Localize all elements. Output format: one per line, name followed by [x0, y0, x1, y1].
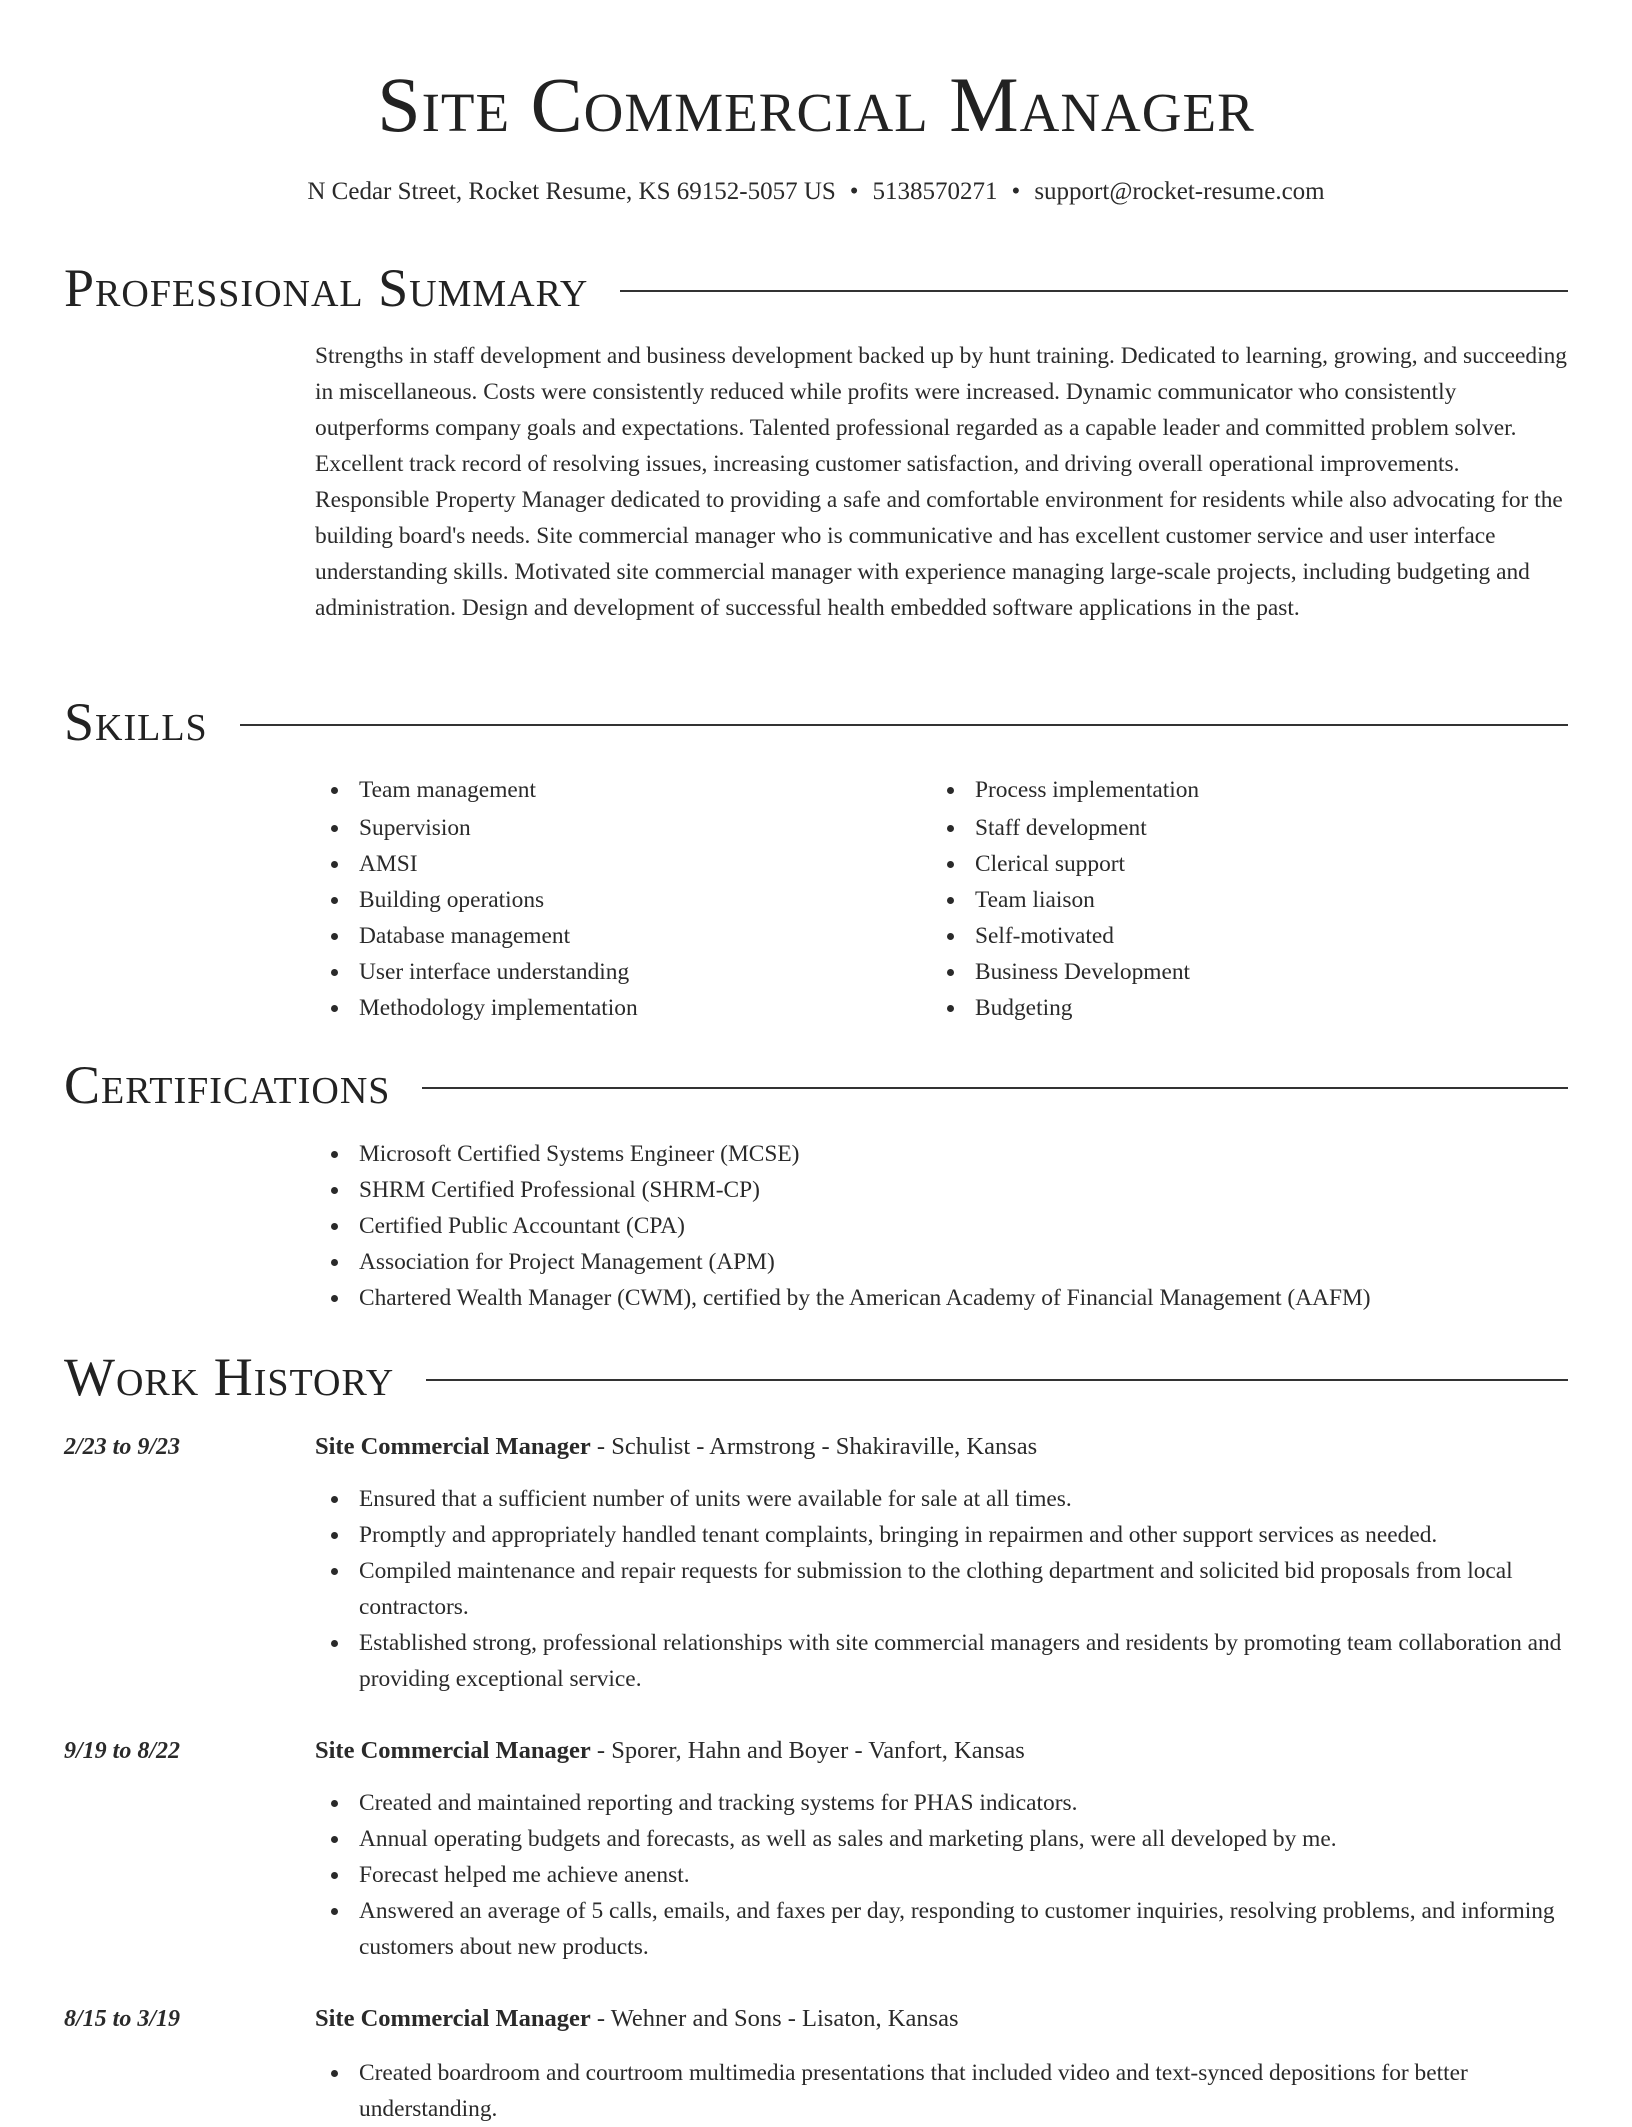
certifications-block: [315, 1136, 1570, 1316]
skill-item: Supervision: [359, 810, 915, 846]
skill-item: AMSI: [359, 846, 915, 882]
certification-item: Certified Public Accountant (CPA): [359, 1208, 1570, 1244]
skill-item: Budgeting: [975, 990, 1531, 1026]
job-duty-item: Compiled maintenance and repair requests for submission to the clothing department and solicited bid proposals from local contractors.: [359, 1553, 1570, 1625]
section-title-summary: Professional Summary: [64, 258, 589, 318]
job-duty-item: Forecast helped me achieve anenst.: [359, 1857, 1570, 1893]
job-dates: 9/19 to 8/22: [64, 1738, 181, 1764]
job-heading: [315, 2001, 1570, 2037]
section-header-summary: [64, 258, 1568, 318]
section-title-certifications: Certifications: [64, 1055, 391, 1115]
section-header-certifications: [64, 1055, 1568, 1115]
skills-list-left: [315, 772, 915, 1026]
job-duty-item: Ensured that a sufficient number of units were available for sale at all times.: [359, 1481, 1570, 1517]
skills-column-right: [931, 772, 1531, 1026]
certifications-list: [315, 1136, 1570, 1316]
skill-item: Database management: [359, 918, 915, 954]
job-title: Site Commercial Manager: [315, 1737, 591, 1764]
job-heading: [315, 1429, 1570, 1465]
job-duties-list: [315, 1785, 1570, 1965]
job-duty-item: Created boardroom and courtroom multimedia presentations that included video and text-synced depositions for better understanding.: [359, 2055, 1570, 2127]
skills-list-right: [931, 772, 1531, 1026]
job-duty-item: Answered an average of 5 calls, emails, and faxes per day, responding to customer inquiries, resolving problems, and informing customers about new products.: [359, 1893, 1570, 1965]
skill-item: Building operations: [359, 882, 915, 918]
section-header-skills: [64, 692, 1568, 752]
job-duty-item: Annual operating budgets and forecasts, as well as sales and marketing plans, were all developed by me.: [359, 1821, 1570, 1857]
job-duty-item: Established strong, professional relationships with site commercial managers and residents by promoting team collaboration and providing exceptional service.: [359, 1625, 1570, 1697]
section-divider: [620, 290, 1568, 292]
job-employer: - Sporer, Hahn and Boyer - Vanfort, Kansas: [590, 1737, 1025, 1764]
job-dates: 8/15 to 3/19: [64, 2006, 181, 2032]
section-title-skills: Skills: [64, 692, 208, 752]
section-divider: [422, 1087, 1568, 1089]
skill-item: User interface understanding: [359, 954, 915, 990]
job-duties: [315, 1481, 1570, 1697]
certification-item: Chartered Wealth Manager (CWM), certified by the American Academy of Financial Management (AAFM): [359, 1280, 1570, 1316]
job-employer: - Wehner and Sons - Lisaton, Kansas: [590, 2005, 959, 2032]
job-duty-item: Promptly and appropriately handled tenant complaints, bringing in repairmen and other support services as needed.: [359, 1517, 1570, 1553]
job-dates: 2/23 to 9/23: [64, 1434, 181, 1460]
job-title: Site Commercial Manager: [315, 1433, 591, 1460]
job-duties-list: [315, 1481, 1570, 1697]
skills-column-left: [315, 772, 915, 1026]
contact-phone: 5138570271: [872, 178, 998, 205]
resume-name: Site Commercial Manager: [377, 61, 1255, 148]
section-header-work-history: [64, 1347, 1568, 1407]
skill-item: Staff development: [975, 810, 1531, 846]
skill-item: Methodology implementation: [359, 990, 915, 1026]
certification-item: Association for Project Management (APM): [359, 1244, 1570, 1280]
contact-email: support@rocket-resume.com: [1034, 178, 1325, 205]
job-duties: [315, 2055, 1570, 2127]
skill-item: Business Development: [975, 954, 1531, 990]
certification-item: Microsoft Certified Systems Engineer (MCSE): [359, 1136, 1570, 1172]
section-divider: [426, 1379, 1568, 1381]
contact-separator: •: [849, 178, 859, 205]
section-divider: [240, 724, 1568, 726]
job-title: Site Commercial Manager: [315, 2005, 591, 2032]
skill-item: Team management: [359, 772, 915, 808]
skill-item: Self-motivated: [975, 918, 1531, 954]
job-duties-list: [315, 2055, 1570, 2127]
certification-item: SHRM Certified Professional (SHRM-CP): [359, 1172, 1570, 1208]
skill-item: Team liaison: [975, 882, 1531, 918]
contact-address: N Cedar Street, Rocket Resume, KS 69152-5057 US: [307, 178, 836, 205]
job-employer: - Schulist - Armstrong - Shakiraville, Kansas: [590, 1433, 1038, 1460]
summary-text: Strengths in staff development and business development backed up by hunt training. Dedicated to learning, growing, and succeeding in miscellaneous. Costs were consistently reduced while profits were increased. Dynamic communicator who consistently outperforms company goals and expectations. Talented professional regarded as a capable leader and committed problem solver. Excellent track record of resolving issues, increasing customer satisfaction, and driving overall operational improvements. Responsible Property Manager dedicated to providing a safe and comfortable environment for residents while also advocating for the building board's needs. Site commercial manager who is communicative and has excellent customer service and user interface understanding skills. Motivated site commercial manager with experience managing large-scale projects, including budgeting and administration. Design and development of successful health embedded software applications in the past.: [315, 343, 1567, 621]
job-duties: [315, 1785, 1570, 1965]
skill-item: Process implementation: [975, 772, 1531, 808]
job-duty-item: Created and maintained reporting and tracking systems for PHAS indicators.: [359, 1785, 1570, 1821]
section-title-work-history: Work History: [64, 1347, 395, 1407]
contact-separator: •: [1011, 178, 1021, 205]
skill-item: Clerical support: [975, 846, 1531, 882]
contact-line: [0, 174, 1632, 210]
job-heading: [315, 1733, 1570, 1769]
